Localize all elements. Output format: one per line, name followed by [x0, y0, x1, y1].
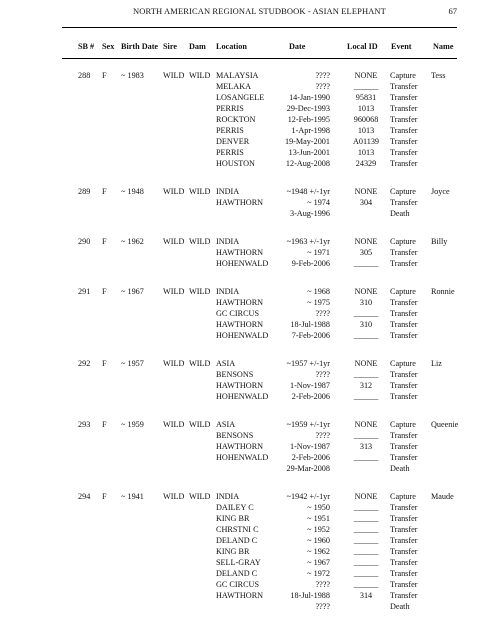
sb-number: 291	[78, 287, 91, 296]
event-date: 2-Feb-2006	[291, 453, 330, 462]
location: HAWTHORN	[216, 320, 264, 329]
local-id: 310	[359, 298, 373, 307]
location: SELL-GRAY	[216, 558, 261, 567]
event-row	[62, 430, 457, 441]
sb-number: 290	[78, 237, 91, 246]
column-header-sb: SB #	[78, 42, 95, 51]
event-type: Transfer	[390, 298, 418, 307]
event-row	[62, 114, 457, 125]
event-date: ~ 1951	[307, 514, 330, 523]
event-row	[62, 158, 457, 169]
event-date: ????	[315, 580, 330, 589]
event-date: ~ 1971	[307, 248, 330, 257]
animal-name: Joyce	[431, 187, 450, 196]
event-row	[62, 452, 457, 463]
birth-date: ~ 1983	[121, 71, 144, 80]
event-date: ~ 1975	[307, 298, 330, 307]
event-type: Transfer	[390, 93, 418, 102]
event-type: Transfer	[390, 503, 418, 512]
event-type: Death	[390, 209, 410, 218]
studbook-record	[62, 70, 457, 169]
event-row	[62, 491, 457, 502]
animal-name: Maude	[431, 492, 454, 501]
location: BENSONS	[216, 431, 254, 440]
local-id: ______	[353, 259, 379, 268]
event-date: 29-Mar-2008	[286, 464, 330, 473]
location: ASIA	[216, 420, 236, 429]
local-id: NONE	[354, 420, 378, 429]
local-id: ______	[353, 82, 379, 91]
event-type: Death	[390, 602, 410, 611]
birth-date: ~ 1959	[121, 420, 144, 429]
event-row	[62, 391, 457, 402]
location: HAWTHORN	[216, 298, 264, 307]
event-type: Transfer	[390, 115, 418, 124]
event-row	[62, 103, 457, 114]
local-id: ______	[353, 569, 379, 578]
local-id: ______	[353, 558, 379, 567]
event-type: Capture	[390, 492, 416, 501]
local-id: ______	[353, 536, 379, 545]
event-row	[62, 197, 457, 208]
birth-date: ~ 1941	[121, 492, 144, 501]
location: DELAND C	[216, 569, 258, 578]
sire: WILD	[163, 287, 185, 296]
event-date: 1-Apr-1998	[291, 126, 330, 135]
local-id: 1013	[357, 104, 375, 113]
local-id: NONE	[354, 237, 378, 246]
birth-date: ~ 1962	[121, 237, 144, 246]
event-type: Transfer	[390, 569, 418, 578]
event-row	[62, 568, 457, 579]
event-date: ~ 1960	[307, 536, 330, 545]
location: HOHENWALD	[216, 392, 269, 401]
location: PERRIS	[216, 148, 244, 157]
event-row	[62, 92, 457, 103]
event-row	[62, 546, 457, 557]
header-rule	[62, 27, 457, 28]
table-header-rule	[62, 58, 457, 59]
event-row	[62, 524, 457, 535]
event-row	[62, 513, 457, 524]
event-type: Transfer	[390, 198, 418, 207]
sex: F	[102, 420, 107, 429]
studbook-record	[62, 236, 457, 269]
local-id: ______	[353, 547, 379, 556]
event-type: Transfer	[390, 82, 418, 91]
event-type: Transfer	[390, 320, 418, 329]
location: GC CIRCUS	[216, 580, 259, 589]
local-id: ______	[353, 503, 379, 512]
event-row	[62, 319, 457, 330]
event-date: 12-Aug-2008	[285, 159, 330, 168]
local-id: ______	[353, 370, 379, 379]
local-id: 95831	[355, 93, 377, 102]
local-id: 310	[359, 320, 373, 329]
sire: WILD	[163, 187, 185, 196]
event-type: Transfer	[390, 159, 418, 168]
sb-number: 289	[78, 187, 91, 196]
location: MELAKA	[216, 82, 252, 91]
location: MALAYSIA	[216, 71, 259, 80]
event-date: ????	[315, 431, 330, 440]
event-date: ~1963 +/-1yr	[286, 237, 330, 246]
event-date: ~ 1967	[307, 558, 330, 567]
event-date: ????	[315, 370, 330, 379]
event-row	[62, 125, 457, 136]
column-header-location: Location	[216, 42, 247, 51]
event-row	[62, 502, 457, 513]
local-id: 304	[359, 198, 373, 207]
location: BENSONS	[216, 370, 254, 379]
event-row	[62, 147, 457, 158]
event-date: ~1957 +/-1yr	[286, 359, 330, 368]
column-header-name: Name	[433, 42, 454, 51]
event-date: 9-Feb-2006	[291, 259, 330, 268]
event-date: 12-Feb-1995	[287, 115, 330, 124]
dam: WILD	[189, 71, 211, 80]
event-type: Transfer	[390, 431, 418, 440]
event-date: 14-Jan-1990	[289, 93, 330, 102]
event-date: ~ 1968	[307, 287, 330, 296]
event-row	[62, 535, 457, 546]
event-type: Transfer	[390, 309, 418, 318]
local-id: NONE	[354, 492, 378, 501]
dam: WILD	[189, 359, 211, 368]
event-type: Transfer	[390, 580, 418, 589]
local-id: NONE	[354, 359, 378, 368]
local-id: NONE	[354, 187, 378, 196]
event-type: Transfer	[390, 104, 418, 113]
event-row	[62, 369, 457, 380]
animal-name: Billy	[431, 237, 448, 246]
event-row	[62, 186, 457, 197]
location: PERRIS	[216, 126, 244, 135]
event-row	[62, 297, 457, 308]
location: DELAND C	[216, 536, 258, 545]
sire: WILD	[163, 359, 185, 368]
event-type: Death	[390, 464, 410, 473]
event-type: Transfer	[390, 514, 418, 523]
sire: WILD	[163, 237, 185, 246]
dam: WILD	[189, 492, 211, 501]
sex: F	[102, 492, 107, 501]
document-title: NORTH AMERICAN REGIONAL STUDBOOK - ASIAN ELEPHANT	[133, 6, 386, 16]
event-row	[62, 590, 457, 601]
event-row	[62, 419, 457, 430]
studbook-record	[62, 358, 457, 402]
event-date: ????	[315, 82, 330, 91]
event-type: Transfer	[390, 370, 418, 379]
event-date: ~1948 +/-1yr	[286, 187, 330, 196]
event-date: ~1942 +/-1yr	[286, 492, 330, 501]
sb-number: 292	[78, 359, 91, 368]
location: HOHENWALD	[216, 259, 269, 268]
studbook-record	[62, 491, 457, 612]
studbook-record	[62, 186, 457, 219]
local-id: 1013	[357, 148, 375, 157]
location: DAILEY C	[216, 503, 254, 512]
location: HOUSTON	[216, 159, 255, 168]
column-header-local-id: Local ID	[347, 42, 378, 51]
event-date: 18-Jul-1988	[290, 591, 330, 600]
event-type: Transfer	[390, 331, 418, 340]
location: DENVER	[216, 137, 250, 146]
location: PERRIS	[216, 104, 244, 113]
sex: F	[102, 237, 107, 246]
location: LOSANGELE	[216, 93, 265, 102]
location: HOHENWALD	[216, 453, 269, 462]
animal-name: Queenie	[431, 420, 459, 429]
location: INDIA	[216, 287, 240, 296]
event-date: 1-Nov-1987	[289, 381, 330, 390]
event-row	[62, 441, 457, 452]
event-type: Transfer	[390, 558, 418, 567]
local-id: A01139	[352, 137, 380, 146]
column-header-event: Event	[391, 42, 412, 51]
event-type: Capture	[390, 187, 416, 196]
local-id: 312	[359, 381, 373, 390]
local-id: 1013	[357, 126, 375, 135]
event-type: Transfer	[390, 381, 418, 390]
column-header-date: Date	[289, 42, 306, 51]
event-type: Transfer	[390, 591, 418, 600]
dam: WILD	[189, 187, 211, 196]
animal-name: Ronnie	[431, 287, 455, 296]
event-date: ????	[315, 309, 330, 318]
sire: WILD	[163, 492, 185, 501]
event-type: Transfer	[390, 525, 418, 534]
location: CHRSTNI C	[216, 525, 259, 534]
location: HOHENWALD	[216, 331, 269, 340]
column-header-dam: Dam	[189, 42, 206, 51]
local-id: 305	[359, 248, 373, 257]
event-row	[62, 601, 457, 612]
event-row	[62, 70, 457, 81]
location: HAWTHORN	[216, 198, 264, 207]
local-id: 24329	[355, 159, 377, 168]
column-header-sex: Sex	[102, 42, 115, 51]
event-row	[62, 380, 457, 391]
location: HAWTHORN	[216, 591, 264, 600]
event-row	[62, 258, 457, 269]
location: INDIA	[216, 237, 240, 246]
page-number: 67	[448, 6, 457, 16]
event-row	[62, 136, 457, 147]
event-date: 3-Aug-1996	[289, 209, 330, 218]
local-id: ______	[353, 525, 379, 534]
local-id: 314	[359, 591, 373, 600]
local-id: ______	[353, 431, 379, 440]
sex: F	[102, 287, 107, 296]
event-type: Capture	[390, 237, 416, 246]
event-date: 18-Jul-1988	[290, 320, 330, 329]
event-type: Capture	[390, 71, 416, 80]
event-type: Transfer	[390, 259, 418, 268]
location: ROCKTON	[216, 115, 256, 124]
local-id: NONE	[354, 287, 378, 296]
location: HAWTHORN	[216, 442, 264, 451]
event-row	[62, 208, 457, 219]
event-date: 19-May-2001	[284, 137, 330, 146]
location: KING BR	[216, 547, 250, 556]
event-row	[62, 358, 457, 369]
event-date: 7-Feb-2006	[291, 331, 330, 340]
sire: WILD	[163, 71, 185, 80]
column-header-birth-date: Birth Date	[121, 42, 159, 51]
studbook-records	[62, 70, 457, 629]
animal-name: Tess	[431, 71, 446, 80]
event-row	[62, 308, 457, 319]
event-row	[62, 463, 457, 474]
event-type: Transfer	[390, 248, 418, 257]
event-row	[62, 247, 457, 258]
event-date: ????	[315, 71, 330, 80]
location: INDIA	[216, 187, 240, 196]
local-id: 960068	[353, 115, 379, 124]
sb-number: 288	[78, 71, 91, 80]
location: INDIA	[216, 492, 240, 501]
event-date: ~ 1972	[307, 569, 330, 578]
sb-number: 293	[78, 420, 91, 429]
sire: WILD	[163, 420, 185, 429]
local-id: ______	[353, 580, 379, 589]
sex: F	[102, 187, 107, 196]
local-id: ______	[353, 331, 379, 340]
event-type: Transfer	[390, 547, 418, 556]
birth-date: ~ 1948	[121, 187, 144, 196]
event-row	[62, 81, 457, 92]
event-date: ????	[315, 602, 330, 611]
event-row	[62, 579, 457, 590]
event-date: ~ 1962	[307, 547, 330, 556]
location: GC CIRCUS	[216, 309, 259, 318]
dam: WILD	[189, 237, 211, 246]
event-type: Transfer	[390, 137, 418, 146]
local-id: ______	[353, 392, 379, 401]
studbook-record	[62, 419, 457, 474]
local-id: ______	[353, 453, 379, 462]
event-date: 1-Nov-1987	[289, 442, 330, 451]
column-header-sire: Sire	[163, 42, 177, 51]
sex: F	[102, 71, 107, 80]
event-row	[62, 236, 457, 247]
event-row	[62, 286, 457, 297]
page-header	[62, 2, 457, 28]
location: ASIA	[216, 359, 236, 368]
local-id: 313	[359, 442, 373, 451]
event-row	[62, 330, 457, 341]
event-date: ~1959 +/-1yr	[286, 420, 330, 429]
event-type: Capture	[390, 359, 416, 368]
local-id: ______	[353, 309, 379, 318]
event-type: Transfer	[390, 148, 418, 157]
birth-date: ~ 1957	[121, 359, 144, 368]
event-date: ~ 1950	[307, 503, 330, 512]
event-type: Capture	[390, 420, 416, 429]
event-date: 29-Dec-1993	[286, 104, 330, 113]
event-date: ~ 1974	[307, 198, 330, 207]
location: HAWTHORN	[216, 381, 264, 390]
event-type: Capture	[390, 287, 416, 296]
event-type: Transfer	[390, 536, 418, 545]
birth-date: ~ 1967	[121, 287, 144, 296]
event-date: ~ 1952	[307, 525, 330, 534]
studbook-record	[62, 286, 457, 341]
location: HAWTHORN	[216, 248, 264, 257]
event-date: 2-Feb-2006	[291, 392, 330, 401]
local-id: ______	[353, 514, 379, 523]
event-type: Transfer	[390, 453, 418, 462]
dam: WILD	[189, 287, 211, 296]
dam: WILD	[189, 420, 211, 429]
event-row	[62, 557, 457, 568]
location: KING BR	[216, 514, 250, 523]
event-date: 13-Jun-2001	[288, 148, 330, 157]
event-type: Transfer	[390, 392, 418, 401]
local-id: NONE	[354, 71, 378, 80]
animal-name: Liz	[431, 359, 442, 368]
sex: F	[102, 359, 107, 368]
event-type: Transfer	[390, 126, 418, 135]
event-type: Transfer	[390, 442, 418, 451]
sb-number: 294	[78, 492, 91, 501]
